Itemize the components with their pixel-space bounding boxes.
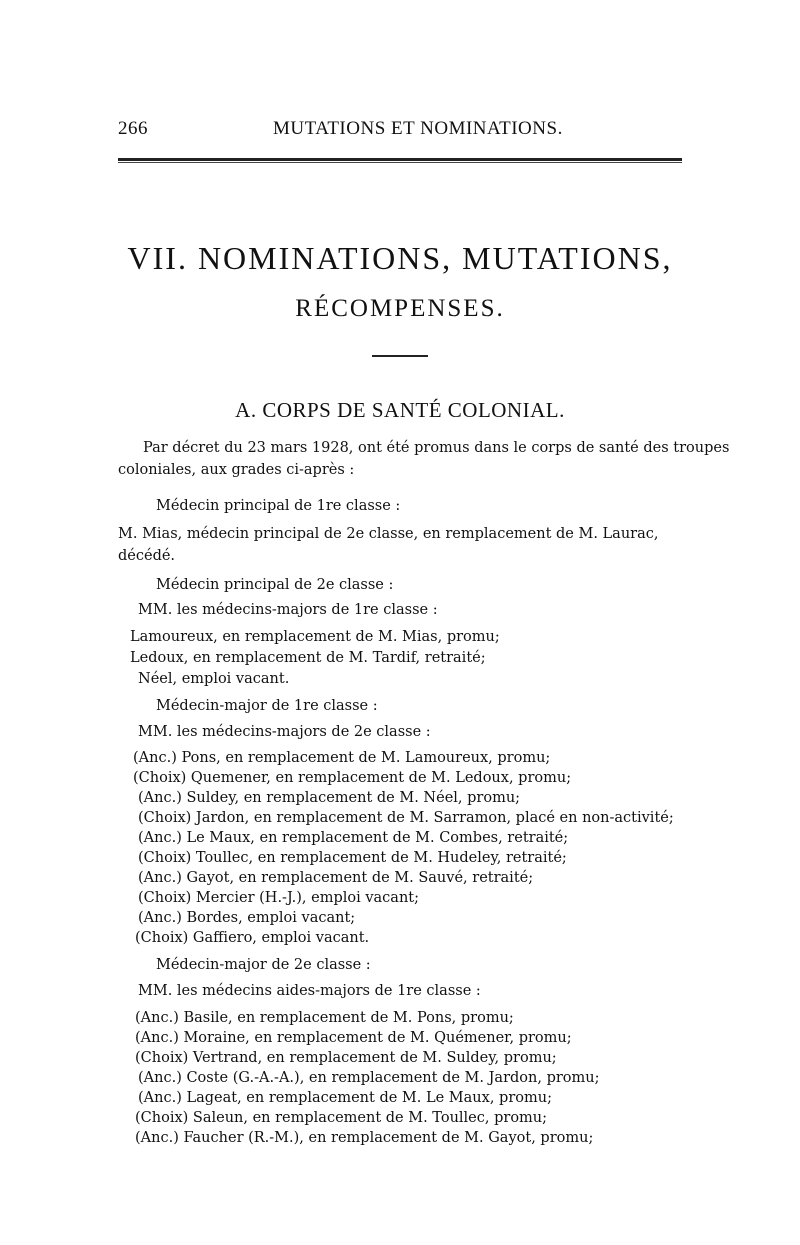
text-line: (Anc.) Faucher (R.-M.), en remplacement de M. Gayot, promu; [135, 1130, 594, 1146]
text-line: Médecin-major de 1re classe : [156, 698, 378, 714]
text-line: (Anc.) Lageat, en remplacement de M. Le Maux, promu; [138, 1090, 552, 1106]
text-line: Néel, emploi vacant. [138, 671, 290, 687]
text-line: Médecin-major de 2e classe : [156, 957, 371, 973]
page-number: 266 [118, 118, 148, 139]
text-line: (Anc.) Pons, en remplacement de M. Lamoureux, promu; [133, 750, 551, 766]
text-line: coloniales, aux grades ci-après : [118, 462, 355, 478]
text-line: (Anc.) Le Maux, en remplacement de M. Combes, retraité; [138, 830, 569, 846]
text-line: (Choix) Saleun, en remplacement de M. Toullec, promu; [135, 1110, 548, 1126]
text-line: (Choix) Mercier (H.-J.), emploi vacant; [138, 890, 420, 906]
text-line: (Choix) Gaffiero, emploi vacant. [135, 930, 370, 946]
text-line: (Choix) Vertrand, en remplacement de M. Suldey, promu; [135, 1050, 557, 1066]
text-line: MM. les médecins-majors de 2e classe : [138, 724, 431, 740]
text-line: (Anc.) Coste (G.-A.-A.), en remplacement de M. Jardon, promu; [138, 1070, 600, 1086]
text-line: (Choix) Jardon, en remplacement de M. Sarramon, placé en non-activité; [138, 810, 674, 826]
section-heading: A. CORPS DE SANTÉ COLONIAL. [235, 398, 565, 422]
header-rule [118, 158, 682, 161]
chapter-title-line2: RÉCOMPENSES. [295, 295, 505, 322]
title-divider [372, 355, 428, 357]
text-line: MM. les médecins aides-majors de 1re classe : [138, 983, 481, 999]
text-line: Médecin principal de 2e classe : [156, 577, 394, 593]
running-title: MUTATIONS ET NOMINATIONS. [273, 118, 563, 139]
running-header [118, 118, 683, 144]
chapter-title-line1: VII. NOMINATIONS, MUTATIONS, [127, 240, 673, 276]
text-line: (Anc.) Basile, en remplacement de M. Pons, promu; [135, 1010, 514, 1026]
text-line: MM. les médecins-majors de 1re classe : [138, 602, 438, 618]
text-line: Ledoux, en remplacement de M. Tardif, retraité; [130, 650, 486, 666]
text-line: Lamoureux, en remplacement de M. Mias, promu; [130, 629, 500, 645]
text-line: (Choix) Toullec, en remplacement de M. Hudeley, retraité; [138, 850, 567, 866]
text-line: (Anc.) Bordes, emploi vacant; [138, 910, 356, 926]
text-line: décédé. [118, 548, 176, 564]
header-rule-thin [118, 162, 682, 163]
text-line: (Anc.) Moraine, en remplacement de M. Quémener, promu; [135, 1030, 572, 1046]
text-line: Par décret du 23 mars 1928, ont été promus dans le corps de santé des troupes [143, 440, 730, 456]
text-line: M. Mias, médecin principal de 2e classe, en remplacement de M. Laurac, [118, 526, 659, 542]
text-line: (Anc.) Suldey, en remplacement de M. Néel, promu; [138, 790, 521, 806]
text-line: Médecin principal de 1re classe : [156, 498, 401, 514]
text-line: (Choix) Quemener, en remplacement de M. Ledoux, promu; [133, 770, 572, 786]
text-line: (Anc.) Gayot, en remplacement de M. Sauvé, retraité; [138, 870, 534, 886]
